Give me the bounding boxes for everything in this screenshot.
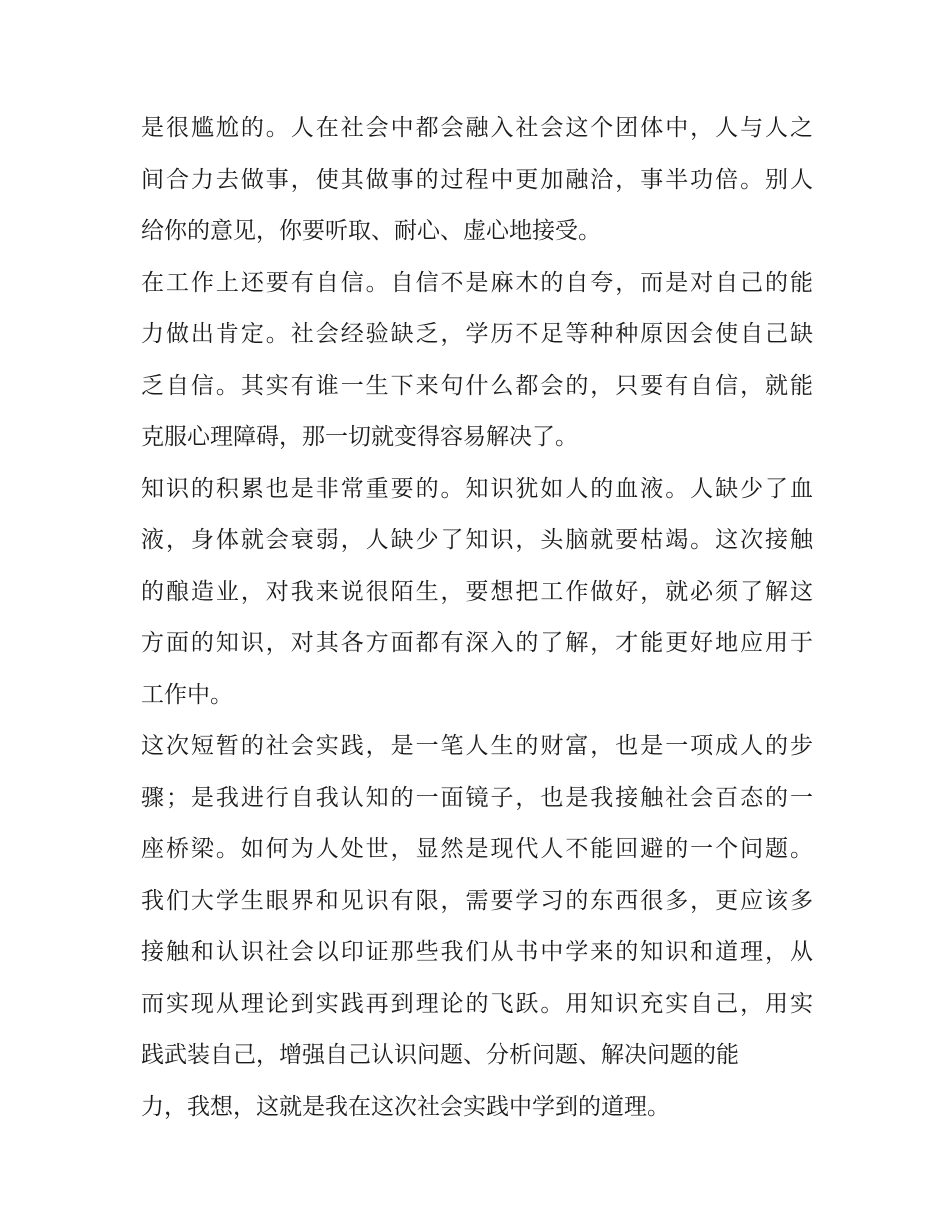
body-text — [141, 103, 813, 1133]
text-line: 知识的积累也是非常重要的。知识犹如人的血液。人缺少了血 — [141, 475, 813, 502]
text-line: 克服心理障碍，那一切就变得容易解决了。 — [141, 424, 578, 450]
text-line: 工作中。 — [141, 681, 233, 708]
text-line: 这次短暂的社会实践，是一笔人生的财富，也是一项成人的步 — [141, 733, 813, 759]
text-line: 是很尴尬的。人在社会中都会融入社会这个团体中，人与人之 — [141, 115, 813, 141]
text-line: 力，我想，这就是我在这次社会实践中学到的道理。 — [141, 1093, 670, 1120]
text-line: 骤；是我进行自我认知的一面镜子，也是我接触社会百态的一 — [141, 784, 813, 811]
text-line: 的酿造业，对我来说很陌生，要想把工作做好，就必须了解这 — [141, 578, 813, 605]
text-line: 座桥梁。如何为人处世，显然是现代人不能回避的一个问题。 — [141, 836, 813, 862]
text-line: 而实现从理论到实践再到理论的飞跃。用知识充实自己，用实 — [141, 990, 813, 1017]
text-line: 我们大学生眼界和见识有限，需要学习的东西很多，更应该多 — [141, 887, 813, 914]
text-line: 乏自信。其实有谁一生下来句什么都会的，只要有自信，就能 — [141, 372, 813, 399]
text-line: 方面的知识，对其各方面都有深入的了解，才能更好地应用于 — [141, 630, 813, 656]
text-line: 间合力去做事，使其做事的过程中更加融洽，事半功倍。别人 — [141, 166, 813, 193]
text-line: 给你的意见，你要听取、耐心、虚心地接受。 — [141, 218, 601, 244]
text-line: 在工作上还要有自信。自信不是麻木的自夸，而是对自己的能 — [141, 269, 813, 296]
text-line: 力做出肯定。社会经验缺乏，学历不足等种种原因会使自己缺 — [141, 321, 813, 347]
text-line: 接触和认识社会以印证那些我们从书中学来的知识和道理，从 — [141, 939, 813, 965]
text-line: 液，身体就会衰弱，人缺少了知识，头脑就要枯竭。这次接触 — [141, 527, 813, 553]
text-line: 践武装自己，增强自己认识问题、分析问题、解决问题的能 — [141, 1042, 739, 1068]
